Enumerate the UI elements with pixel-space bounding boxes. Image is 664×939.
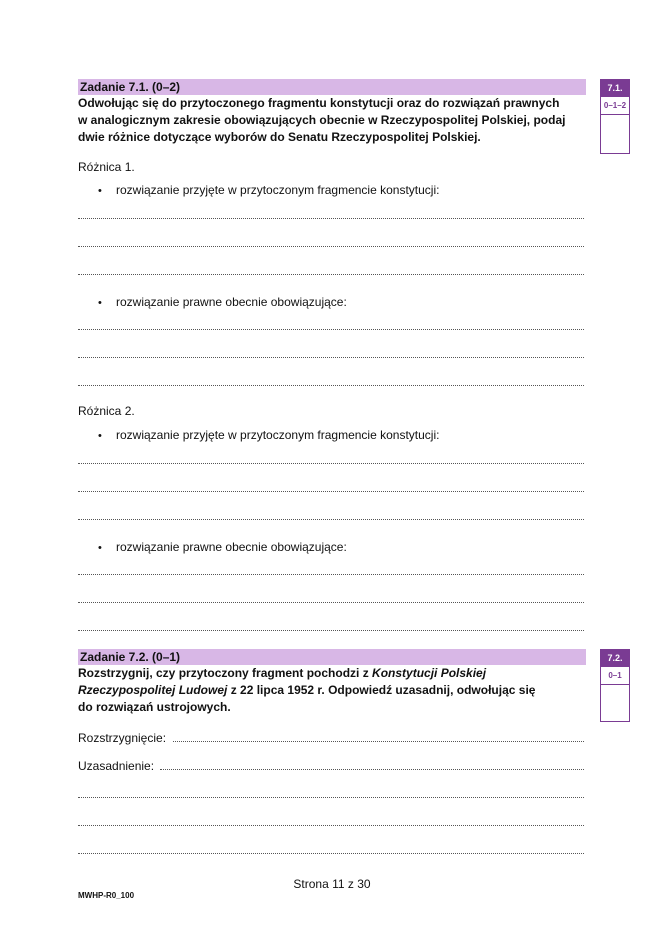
answer-line[interactable] (78, 385, 584, 386)
task-7-1-prompt-line: Odwołując się do przytoczonego fragmentu konstytucji oraz do rozwiązań prawnych (78, 96, 560, 110)
justification-answer-line[interactable] (160, 769, 584, 770)
justification-label: Uzasadnienie: (78, 759, 155, 773)
prompt-italic: Konstytucji Polskiej (372, 666, 487, 680)
task-7-2-prompt (78, 665, 598, 716)
answer-line[interactable] (78, 825, 584, 826)
difference-2-label: Różnica 2. (78, 404, 135, 418)
difference-1-label: Różnica 1. (78, 160, 135, 174)
answer-line[interactable] (78, 574, 584, 575)
bullet-current-2 (98, 540, 347, 556)
prompt-italic: Rzeczypospolitej Ludowej (78, 683, 228, 697)
answer-line[interactable] (78, 602, 584, 603)
prompt-text: Rozstrzygnij, czy przytoczony fragment pochodzi z (78, 666, 373, 680)
answer-line[interactable] (78, 329, 584, 330)
answer-line[interactable] (78, 357, 584, 358)
bullet-constitution-2 (98, 428, 439, 444)
task-7-1-prompt-line: dwie różnice dotyczące wyborów do Senatu Rzeczypospolitej Polskiej. (78, 130, 481, 144)
bullet-text: rozwiązanie przyjęte w przytoczonym fragmencie konstytucji: (116, 428, 440, 442)
bullet-constitution-1 (98, 183, 439, 199)
bullet-current-1 (98, 295, 347, 311)
task-7-2-prompt-line (78, 682, 598, 699)
answer-line[interactable] (78, 274, 584, 275)
resolution-answer-line[interactable] (173, 741, 584, 742)
exam-code: MWHP-R0_100 (78, 891, 135, 900)
bullet-text: rozwiązanie prawne obecnie obowiązujące: (116, 540, 347, 554)
answer-line[interactable] (78, 519, 584, 520)
bullet-text: rozwiązanie przyjęte w przytoczonym fragmencie konstytucji: (116, 183, 440, 197)
answer-line[interactable] (78, 630, 584, 631)
bullet-text: rozwiązanie prawne obecnie obowiązujące: (116, 295, 347, 309)
bullet-glyph: • (98, 185, 102, 197)
answer-line[interactable] (78, 853, 584, 854)
task-7-1-title: Zadanie 7.1. (0–2) (78, 79, 586, 95)
task-7-1-prompt (78, 95, 598, 146)
bullet-glyph: • (98, 430, 102, 442)
score-number: 7.1. (601, 80, 629, 96)
score-points: 0–1–2 (601, 96, 629, 115)
answer-line[interactable] (78, 491, 584, 492)
resolution-label: Rozstrzygnięcie: (78, 731, 167, 745)
bullet-glyph: • (98, 542, 102, 554)
task-7-2-title: Zadanie 7.2. (0–1) (78, 649, 586, 665)
score-box-7-2 (600, 649, 630, 722)
answer-line[interactable] (78, 463, 584, 464)
task-7-1-prompt-line: w analogicznym zakresie obowiązujących obecnie w Rzeczypospolitej Polskiej, podaj (78, 113, 566, 127)
score-box-7-1 (600, 79, 630, 154)
answer-line[interactable] (78, 797, 584, 798)
prompt-text: z 22 lipca 1952 r. Odpowiedź uzasadnij, odwołując się (227, 683, 536, 697)
task-7-2-prompt-line: do rozwiązań ustrojowych. (78, 700, 231, 714)
page-number: Strona 11 z 30 (293, 877, 371, 891)
score-number: 7.2. (601, 650, 629, 666)
score-points: 0–1 (601, 666, 629, 685)
answer-line[interactable] (78, 218, 584, 219)
answer-line[interactable] (78, 246, 584, 247)
bullet-glyph: • (98, 297, 102, 309)
task-7-2-prompt-line (78, 665, 598, 682)
